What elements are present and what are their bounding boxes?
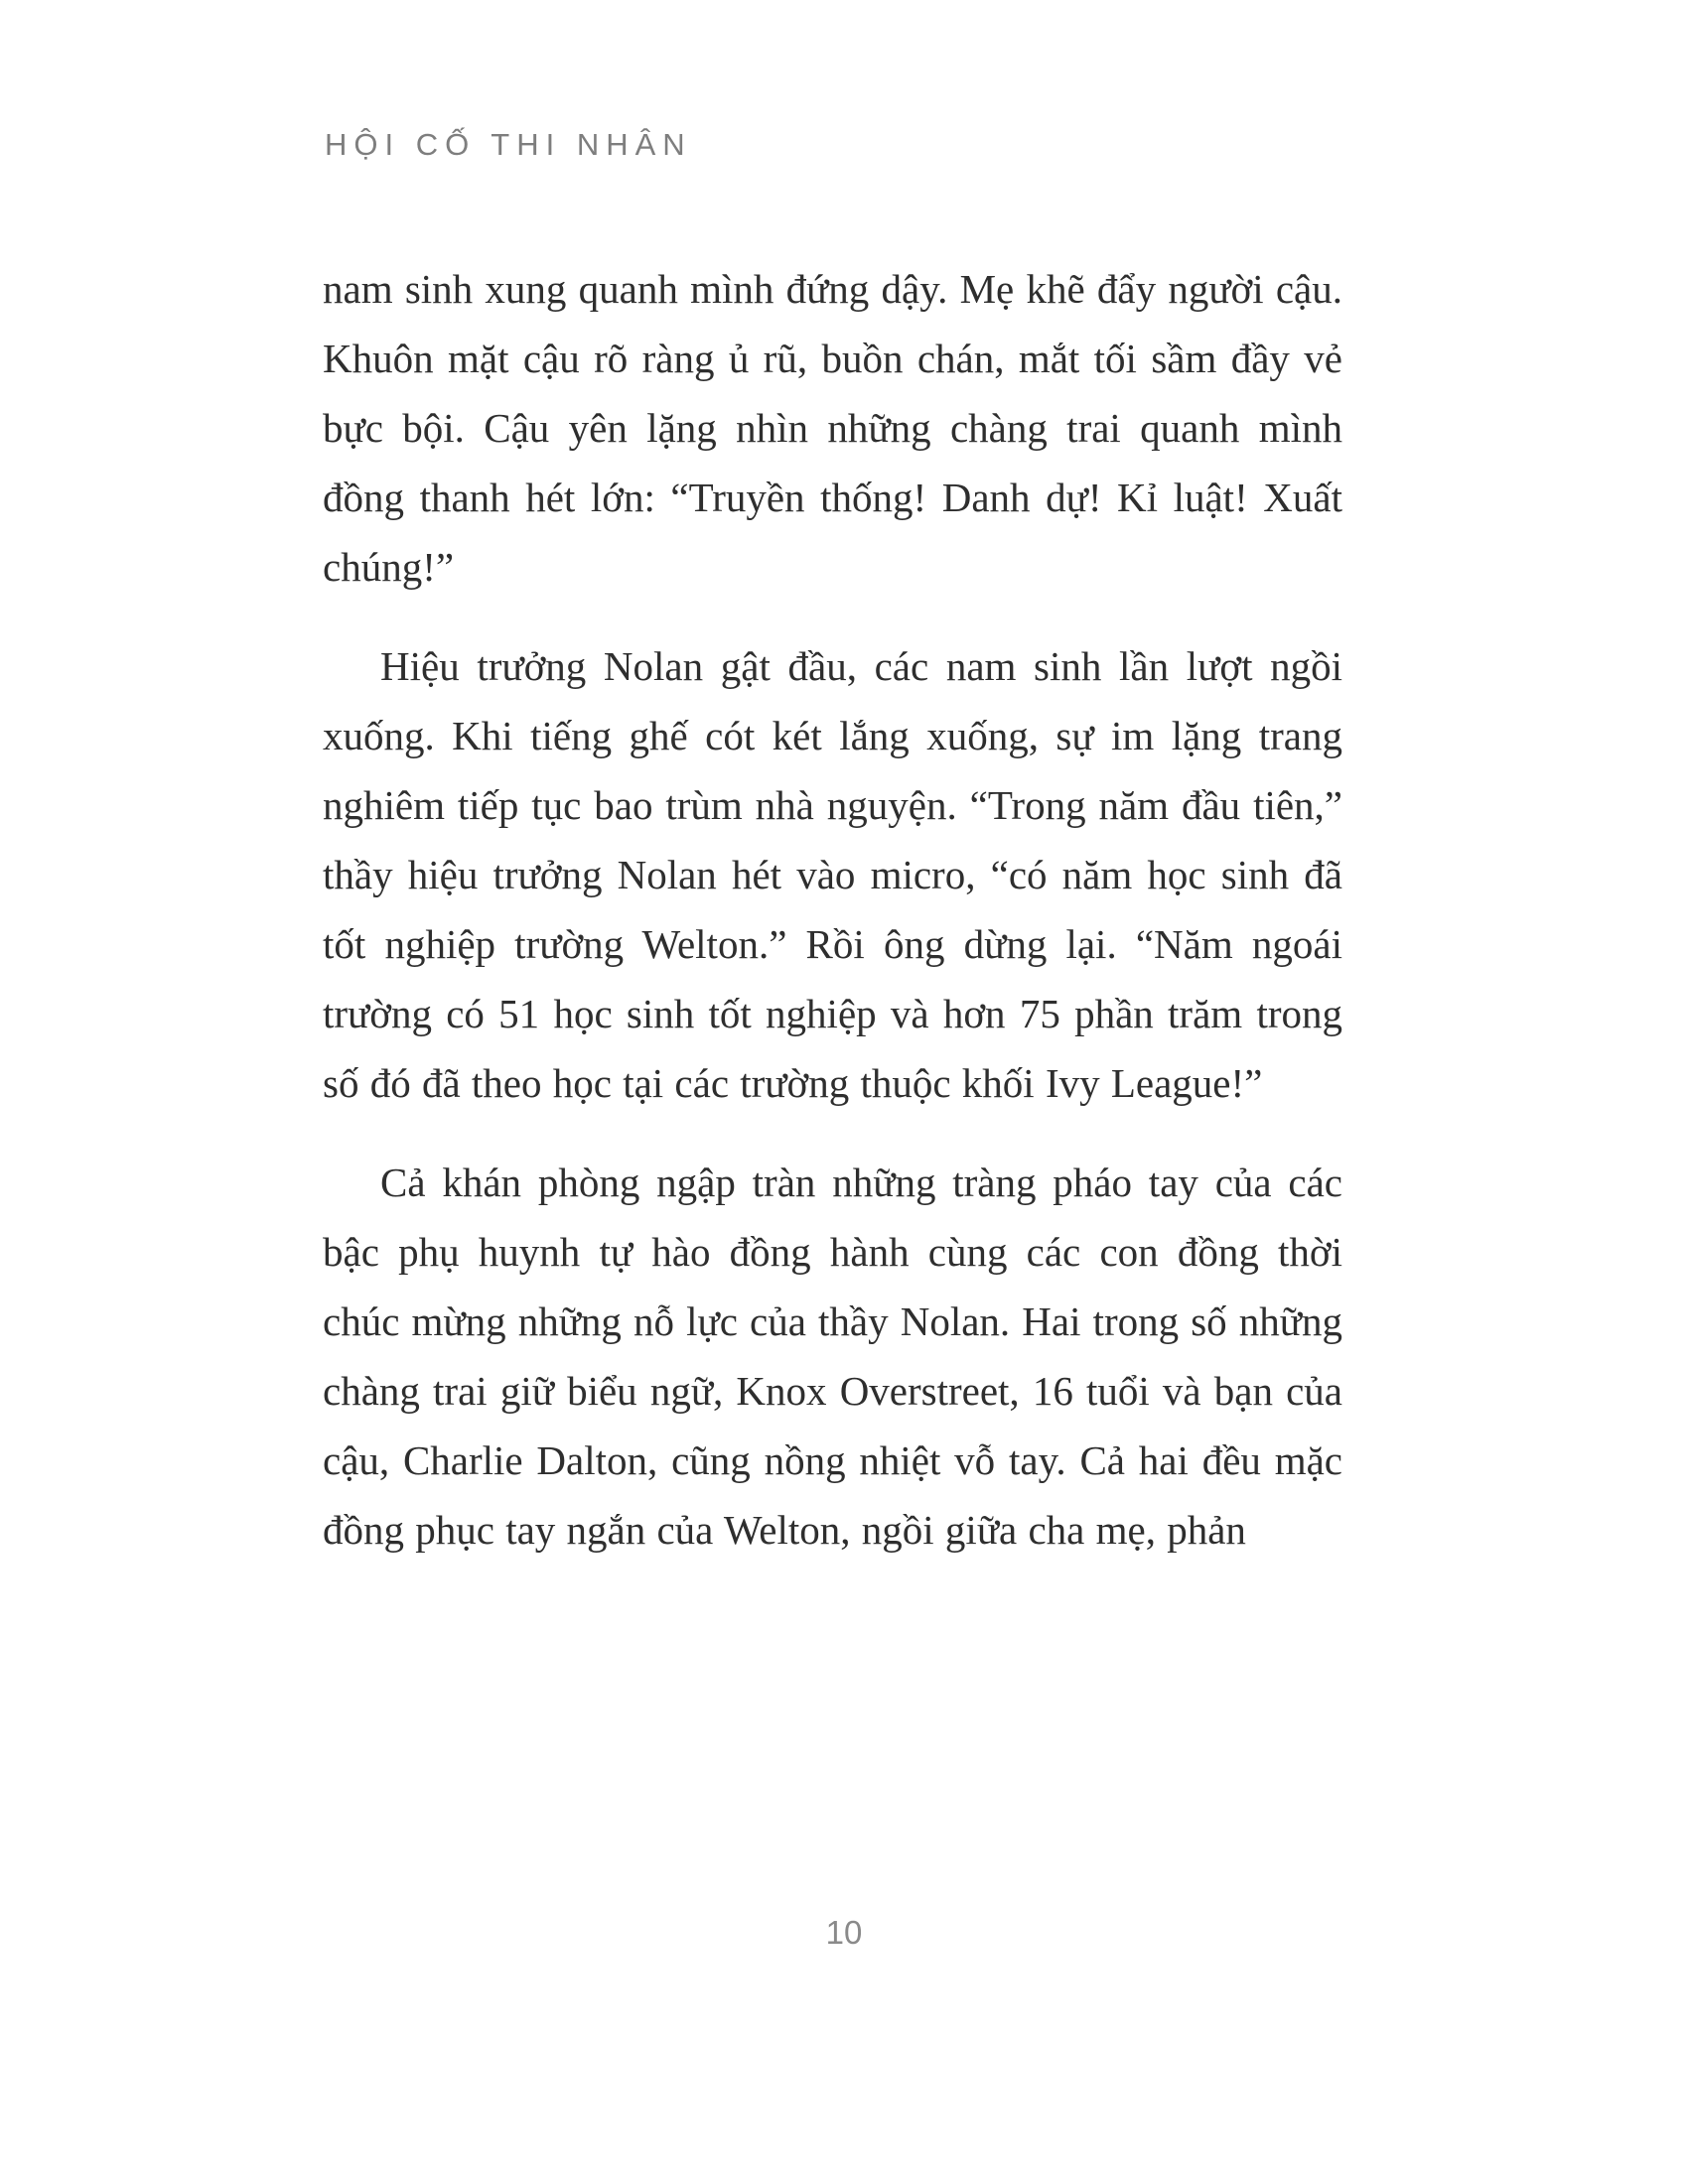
paragraph-1: nam sinh xung quanh mình đứng dậy. Mẹ khẽ đẩy người cậu. Khuôn mặt cậu rõ ràng ủ rũ, buồn chán, mắt tối sầm đầy vẻ bực bội. Cậu yên lặng nhìn những chàng trai quanh mình đồng thanh hét lớn: “Truyền thống! Danh dự! Kỉ luật! Xuất chúng!”	[323, 266, 1342, 590]
paragraph-3: Cả khán phòng ngập tràn những tràng pháo tay của các bậc phụ huynh tự hào đồng hành cùng các con đồng thời chúc mừng những nỗ lực của thầy Nolan. Hai trong số những chàng trai giữ biểu ngữ, Knox Overstreet, 16 tuổi và bạn của cậu, Charlie Dalton, cũng nồng nhiệt vỗ tay. Cả hai đều mặc đồng phục tay ngắn của Welton, ngồi giữa cha mẹ, phản	[323, 1160, 1342, 1553]
page-body	[323, 254, 1342, 1565]
running-header: HỘI CỐ THI NHÂN	[325, 127, 692, 162]
paragraph-2: Hiệu trưởng Nolan gật đầu, các nam sinh lần lượt ngồi xuống. Khi tiếng ghế cót két lắng xuống, sự im lặng trang nghiêm tiếp tục bao trùm nhà nguyện. “Trong năm đầu tiên,” thầy hiệu trưởng Nolan hét vào micro, “có năm học sinh đã tốt nghiệp trường Welton.” Rồi ông dừng lại. “Năm ngoái trường có 51 học sinh tốt nghiệp và hơn 75 phần trăm trong số đó đã theo học tại các trường thuộc khối Ivy League!”	[323, 643, 1342, 1106]
page-number: 10	[825, 1914, 863, 1951]
